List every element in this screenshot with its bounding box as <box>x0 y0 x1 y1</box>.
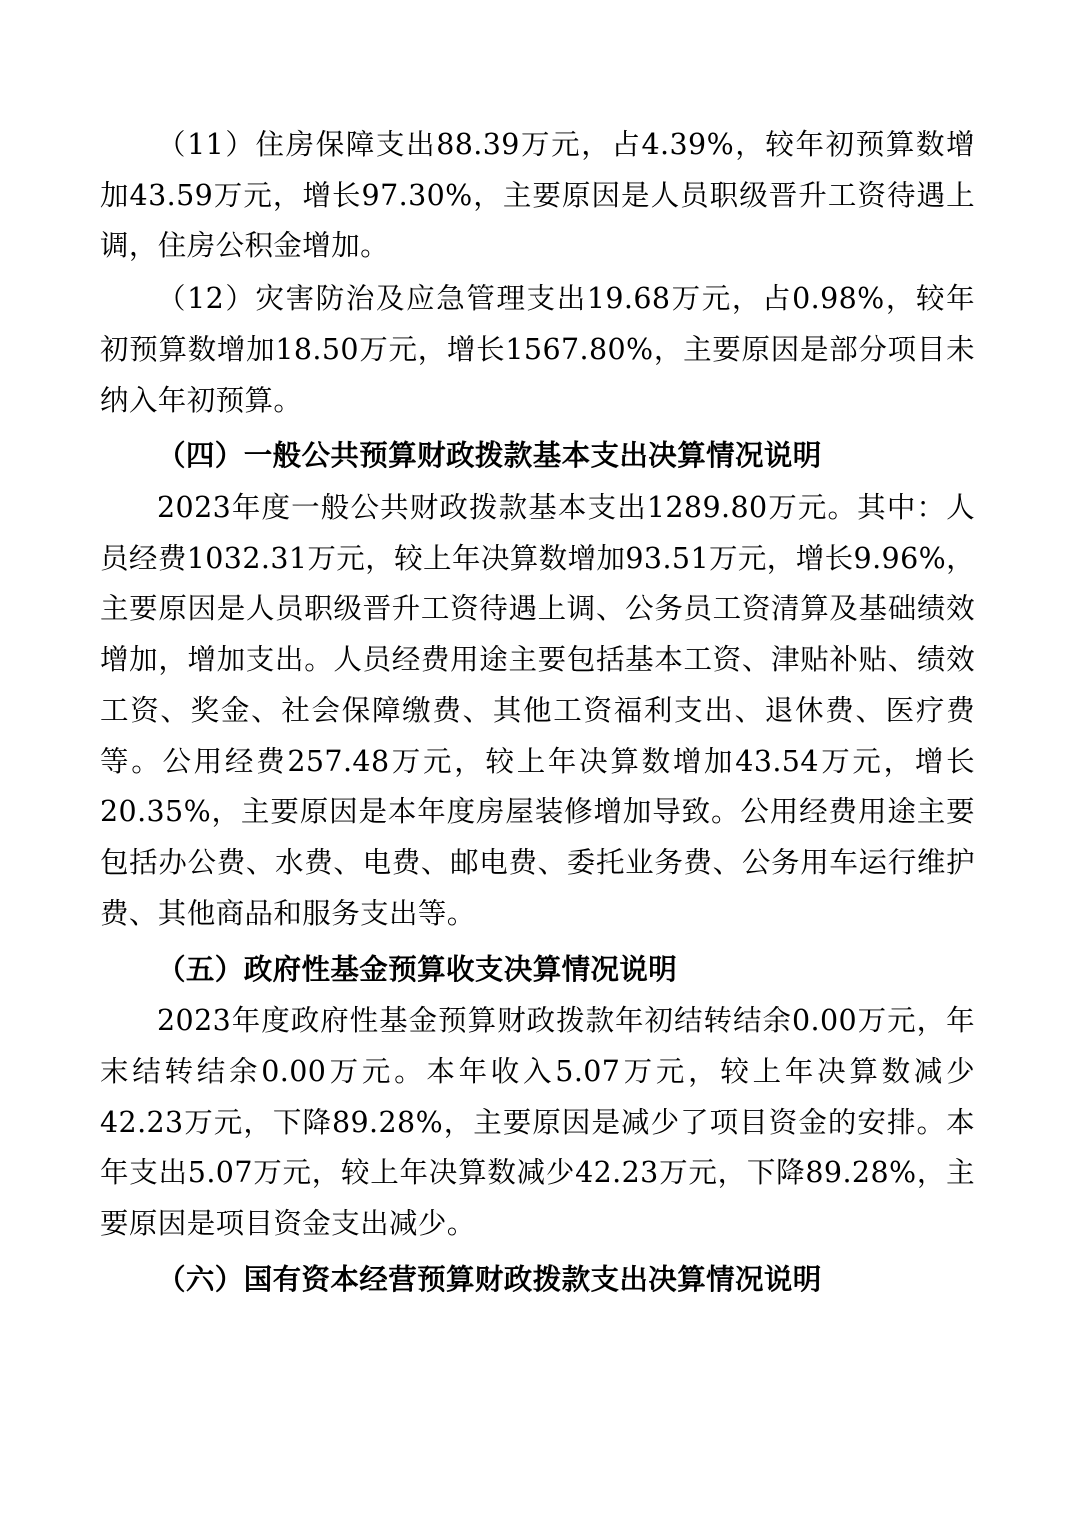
paragraph-item-12: （12）灾害防治及应急管理支出19.68万元，占0.98%，较年初预算数增加18.50万元，增长1567.80%，主要原因是部分项目未纳入年初预算。 <box>100 282 975 417</box>
paragraph-item-11: （11）住房保障支出88.39万元，占4.39%，较年初预算数增加43.59万元，增长97.30%，主要原因是人员职级晋升工资待遇上调，住房公积金增加。 <box>100 128 975 263</box>
paragraph-section-four-body: 2023年度一般公共财政拨款基本支出1289.80万元。其中：人员经费1032.31万元，较上年决算数增加93.51万元，增长9.96%，主要原因是人员职级晋升工资待遇上调、公务员工资清算及基础绩效增加，增加支出。人员经费用途主要包括基本工资、津贴补贴、绩效工资、奖金、社会保障缴费、其他工资福利支出、退休费、医疗费等。公用经费257.48万元，较上年决算数增加43.54万元，增长20.35%，主要原因是本年度房屋装修增加导致。公用经费用途主要包括办公费、水费、电费、邮电费、委托业务费、公务用车运行维护费、其他商品和服务支出等。 <box>100 491 975 930</box>
heading-section-four: （四）一般公共预算财政拨款基本支出决算情况说明 <box>157 438 822 473</box>
heading-section-five: （五）政府性基金预算收支决算情况说明 <box>157 951 678 986</box>
heading-section-six: （六）国有资本经营预算财政拨款支出决算情况说明 <box>157 1261 822 1296</box>
paragraph-section-five-body: 2023年度政府性基金预算财政拨款年初结转结余0.00万元，年末结转结余0.00万元。本年收入5.07万元，较上年决算数减少42.23万元，下降89.28%，主要原因是减少了项目资金的安排。本年支出5.07万元，较上年决算数减少42.23万元，下降89.28%，主要原因是项目资金支出减少。 <box>100 1004 975 1241</box>
